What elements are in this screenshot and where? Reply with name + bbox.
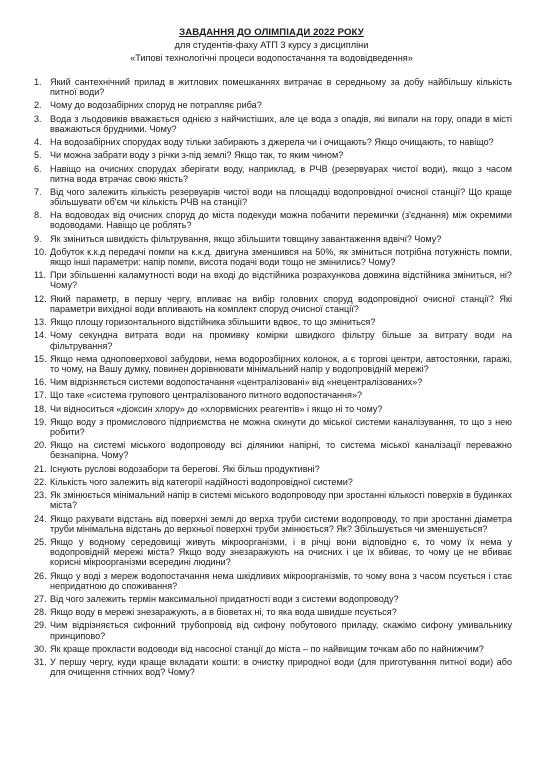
question-number: 9. <box>34 233 42 244</box>
question-number: 15. <box>34 353 47 364</box>
question-number: 7. <box>34 186 42 197</box>
question-text: Як змінюється мінімальний напір в системі міського водопроводу при зростанні кількості поверхів в будинках міста? <box>50 490 512 511</box>
question-number: 11. <box>34 270 46 281</box>
question-item <box>34 137 512 147</box>
question-number: 22. <box>34 477 47 488</box>
question-item <box>34 417 512 437</box>
question-item <box>34 114 512 134</box>
question-number: 5. <box>34 150 42 161</box>
question-item <box>34 330 512 350</box>
question-item <box>34 247 512 267</box>
question-number: 30. <box>34 643 47 654</box>
discipline-line: «Типові технологічні процеси водопостачання та водовідведення» <box>130 53 413 63</box>
question-number: 25. <box>34 537 47 548</box>
question-number: 3. <box>34 113 42 124</box>
question-item <box>34 377 512 387</box>
question-text: Чому секундна витрата води на промивку комірки швидкого фільтру більше за витрату води на фільтрування? <box>50 330 512 351</box>
question-item <box>34 537 512 567</box>
question-item <box>34 317 512 327</box>
question-number: 14. <box>34 330 47 341</box>
question-item <box>34 354 512 374</box>
question-text: Чим відрізняється системи водопостачання «централізовані» від «нецентралізованих»? <box>50 377 423 388</box>
question-item <box>34 440 512 460</box>
question-text: Чи можна забрати воду з річки з-під землі? Якщо так, то яким чином? <box>50 150 344 161</box>
question-item <box>34 594 512 604</box>
question-number: 18. <box>34 403 47 414</box>
question-text: Існують руслові водозабори та берегові. Які більш продуктивні? <box>50 463 320 474</box>
question-text: Як зміниться швидкість фільтрування, якщо збільшити товщину завантаження вдвічі? Чому? <box>50 233 442 244</box>
question-number: 28. <box>34 607 47 618</box>
question-item <box>34 477 512 487</box>
question-item <box>34 404 512 414</box>
question-text: При збільшенні каламутності води на вході до відстійника розрахункова довжина відстійника зміниться, ні? Чому? <box>50 270 512 291</box>
question-text: Що таке «система групового централізованого питного водопостачання»? <box>50 390 363 401</box>
question-text: Навіщо на очисних спорудах зберігати воду, наприклад, в РЧВ (резервуарах чистої води), якщо з часом питна вода втрачає свою якість? <box>50 163 512 184</box>
question-number: 2. <box>34 100 42 111</box>
question-text: Вода з льодовиків вважається однією з найчистіших, але це вода з опадів, які випали на гору, опади в місті вважаються брудними. Чому? <box>50 113 512 134</box>
question-item <box>34 150 512 160</box>
question-text: Якщо на системі міського водопроводу всі діляники напірні, то система міської каналізації переважно безнапірна. Чому? <box>50 440 512 461</box>
question-item <box>34 77 512 97</box>
question-item <box>34 187 512 207</box>
question-item <box>34 657 512 677</box>
question-text: Як краще прокласти водоводи від насосної станції до міста – по найвищим точкам або по найнижчим? <box>50 643 484 654</box>
question-item <box>34 571 512 591</box>
question-number: 4. <box>34 137 42 148</box>
question-item <box>34 490 512 510</box>
question-item <box>34 514 512 534</box>
question-number: 26. <box>34 570 47 581</box>
question-text: Якщо воду з промислового підприємства не можна скинути до міської системи каналізування, то що з нею робити? <box>50 417 512 438</box>
question-number: 31. <box>34 657 47 668</box>
question-list <box>34 77 512 681</box>
question-number: 24. <box>34 513 47 524</box>
question-item <box>34 644 512 654</box>
question-text: На водоводах від очисних споруд до міста подекуди можна побачити перемички (з'єднання) між окремими водоводами. Навіщо це роблять? <box>50 210 512 231</box>
question-number: 27. <box>34 593 47 604</box>
question-text: Від чого залежить кількість резервуарів чистої води на площадці водопровідної очисної станції? Що краще збільшувати об'єм чи кількість РЧВ на станції? <box>50 186 512 208</box>
question-text: Який параметр, в першу чергу, впливає на вибір головних споруд водопровідної очисної станції? Які параметри вихідної води впливають на комплект споруд очисної станції? <box>50 293 512 314</box>
audience-line: для студентів-фаху АТП 3 курсу з дисципліни <box>174 40 369 50</box>
question-text: Якщо рахувати відстань від поверхні землі до верха труби системи водопроводу, то при зростанні діаметра труби мінімальна відстань до верхньої поверхні труби змінюється? Як? Збільшується чи зменшується? <box>50 513 512 534</box>
question-item <box>34 620 512 640</box>
question-item <box>34 294 512 314</box>
question-number: 23. <box>34 490 47 501</box>
question-text: Чим відрізняється сифонний трубопровід від сифону побутового приладу, скажімо сифону умивальнику принципово? <box>50 620 512 641</box>
question-number: 10. <box>34 247 47 257</box>
question-number: 1. <box>34 77 42 87</box>
question-text: Чому до водозабірних споруд не потрапляє риба? <box>50 100 262 111</box>
question-text: Кількість чого залежить від категорії надійності водопровідної системи? <box>50 477 353 488</box>
question-number: 17. <box>34 390 47 401</box>
question-text: Від чого залежить термін максимальної придатності води з системи водопроводу? <box>50 593 399 604</box>
question-item <box>34 607 512 617</box>
question-text: Який сантехнічний прилад в житлових помешканнях витрачає в середньому за добу найбільшу кількість питної води? <box>50 77 512 98</box>
question-number: 29. <box>34 620 47 631</box>
question-number: 12. <box>34 293 47 304</box>
question-text: Якщо нема одноповерхової забудови, нема водорозбірних колонок, а є торгові центри, автостоянки, гаражі, то чому, на Вашу думку, повинен дорівнювати мінімальний напір у водопровідній мережі? <box>50 353 512 374</box>
question-number: 20. <box>34 440 47 451</box>
question-number: 6. <box>34 163 42 174</box>
question-text: Якщо площу горизонтального відстійника збільшити вдвоє, то що зміниться? <box>50 317 376 328</box>
question-item <box>34 234 512 244</box>
question-text: Якщо воду в мережі знезаражують, а в біоветах ні, то яка вода швидше псується? <box>50 607 397 618</box>
question-text: Чи відноситься «діоксин хлору» до «хлорвмісних реагентів» і якщо ні то чому? <box>50 403 383 414</box>
question-number: 21. <box>34 463 47 474</box>
document-title: ЗАВДАННЯ ДО ОЛІМПІАДИ 2022 РОКУ <box>179 27 364 38</box>
question-number: 8. <box>34 210 42 221</box>
question-text: Якщо у воді з мереж водопостачання нема шкідливих мікроорганізмів, то чому вона з часом псується і стає непридатною до споживання? <box>50 570 512 591</box>
question-number: 19. <box>34 417 47 427</box>
question-item <box>34 270 512 290</box>
question-number: 13. <box>34 317 47 328</box>
document-header <box>0 26 543 65</box>
question-item <box>34 390 512 400</box>
question-item <box>34 464 512 474</box>
question-number: 16. <box>34 377 47 388</box>
question-item <box>34 210 512 230</box>
question-item <box>34 164 512 184</box>
question-text: У першу чергу, куди краще вкладати кошти: в очистку природної води (для приготування питної води) або для очищення стічних вод? Чому? <box>50 657 512 678</box>
question-text: На водозабірних спорудах воду тільки забирають з джерела чи і очищають? Якщо очищають, то навіщо? <box>50 137 494 148</box>
question-text: Добуток к.к.д передачі помпи на к.к.д. двигуна зменшився на 50%, як зміниться потрібна потужність помпи, якщо інші параметри: напір помпи, висота подачі води тощо не змінились? Чому? <box>50 247 512 268</box>
question-item <box>34 100 512 110</box>
question-text: Якщо у водному середовищі живуть мікроорганізми, і в річці вони відповідно є, то чому їх нема у водопровідній мережі міста? Якщо воду знезаражують на очисних і це їх вбиває, то чому це не вбиває корисні мікроорганізми всередині людини? <box>50 537 512 568</box>
